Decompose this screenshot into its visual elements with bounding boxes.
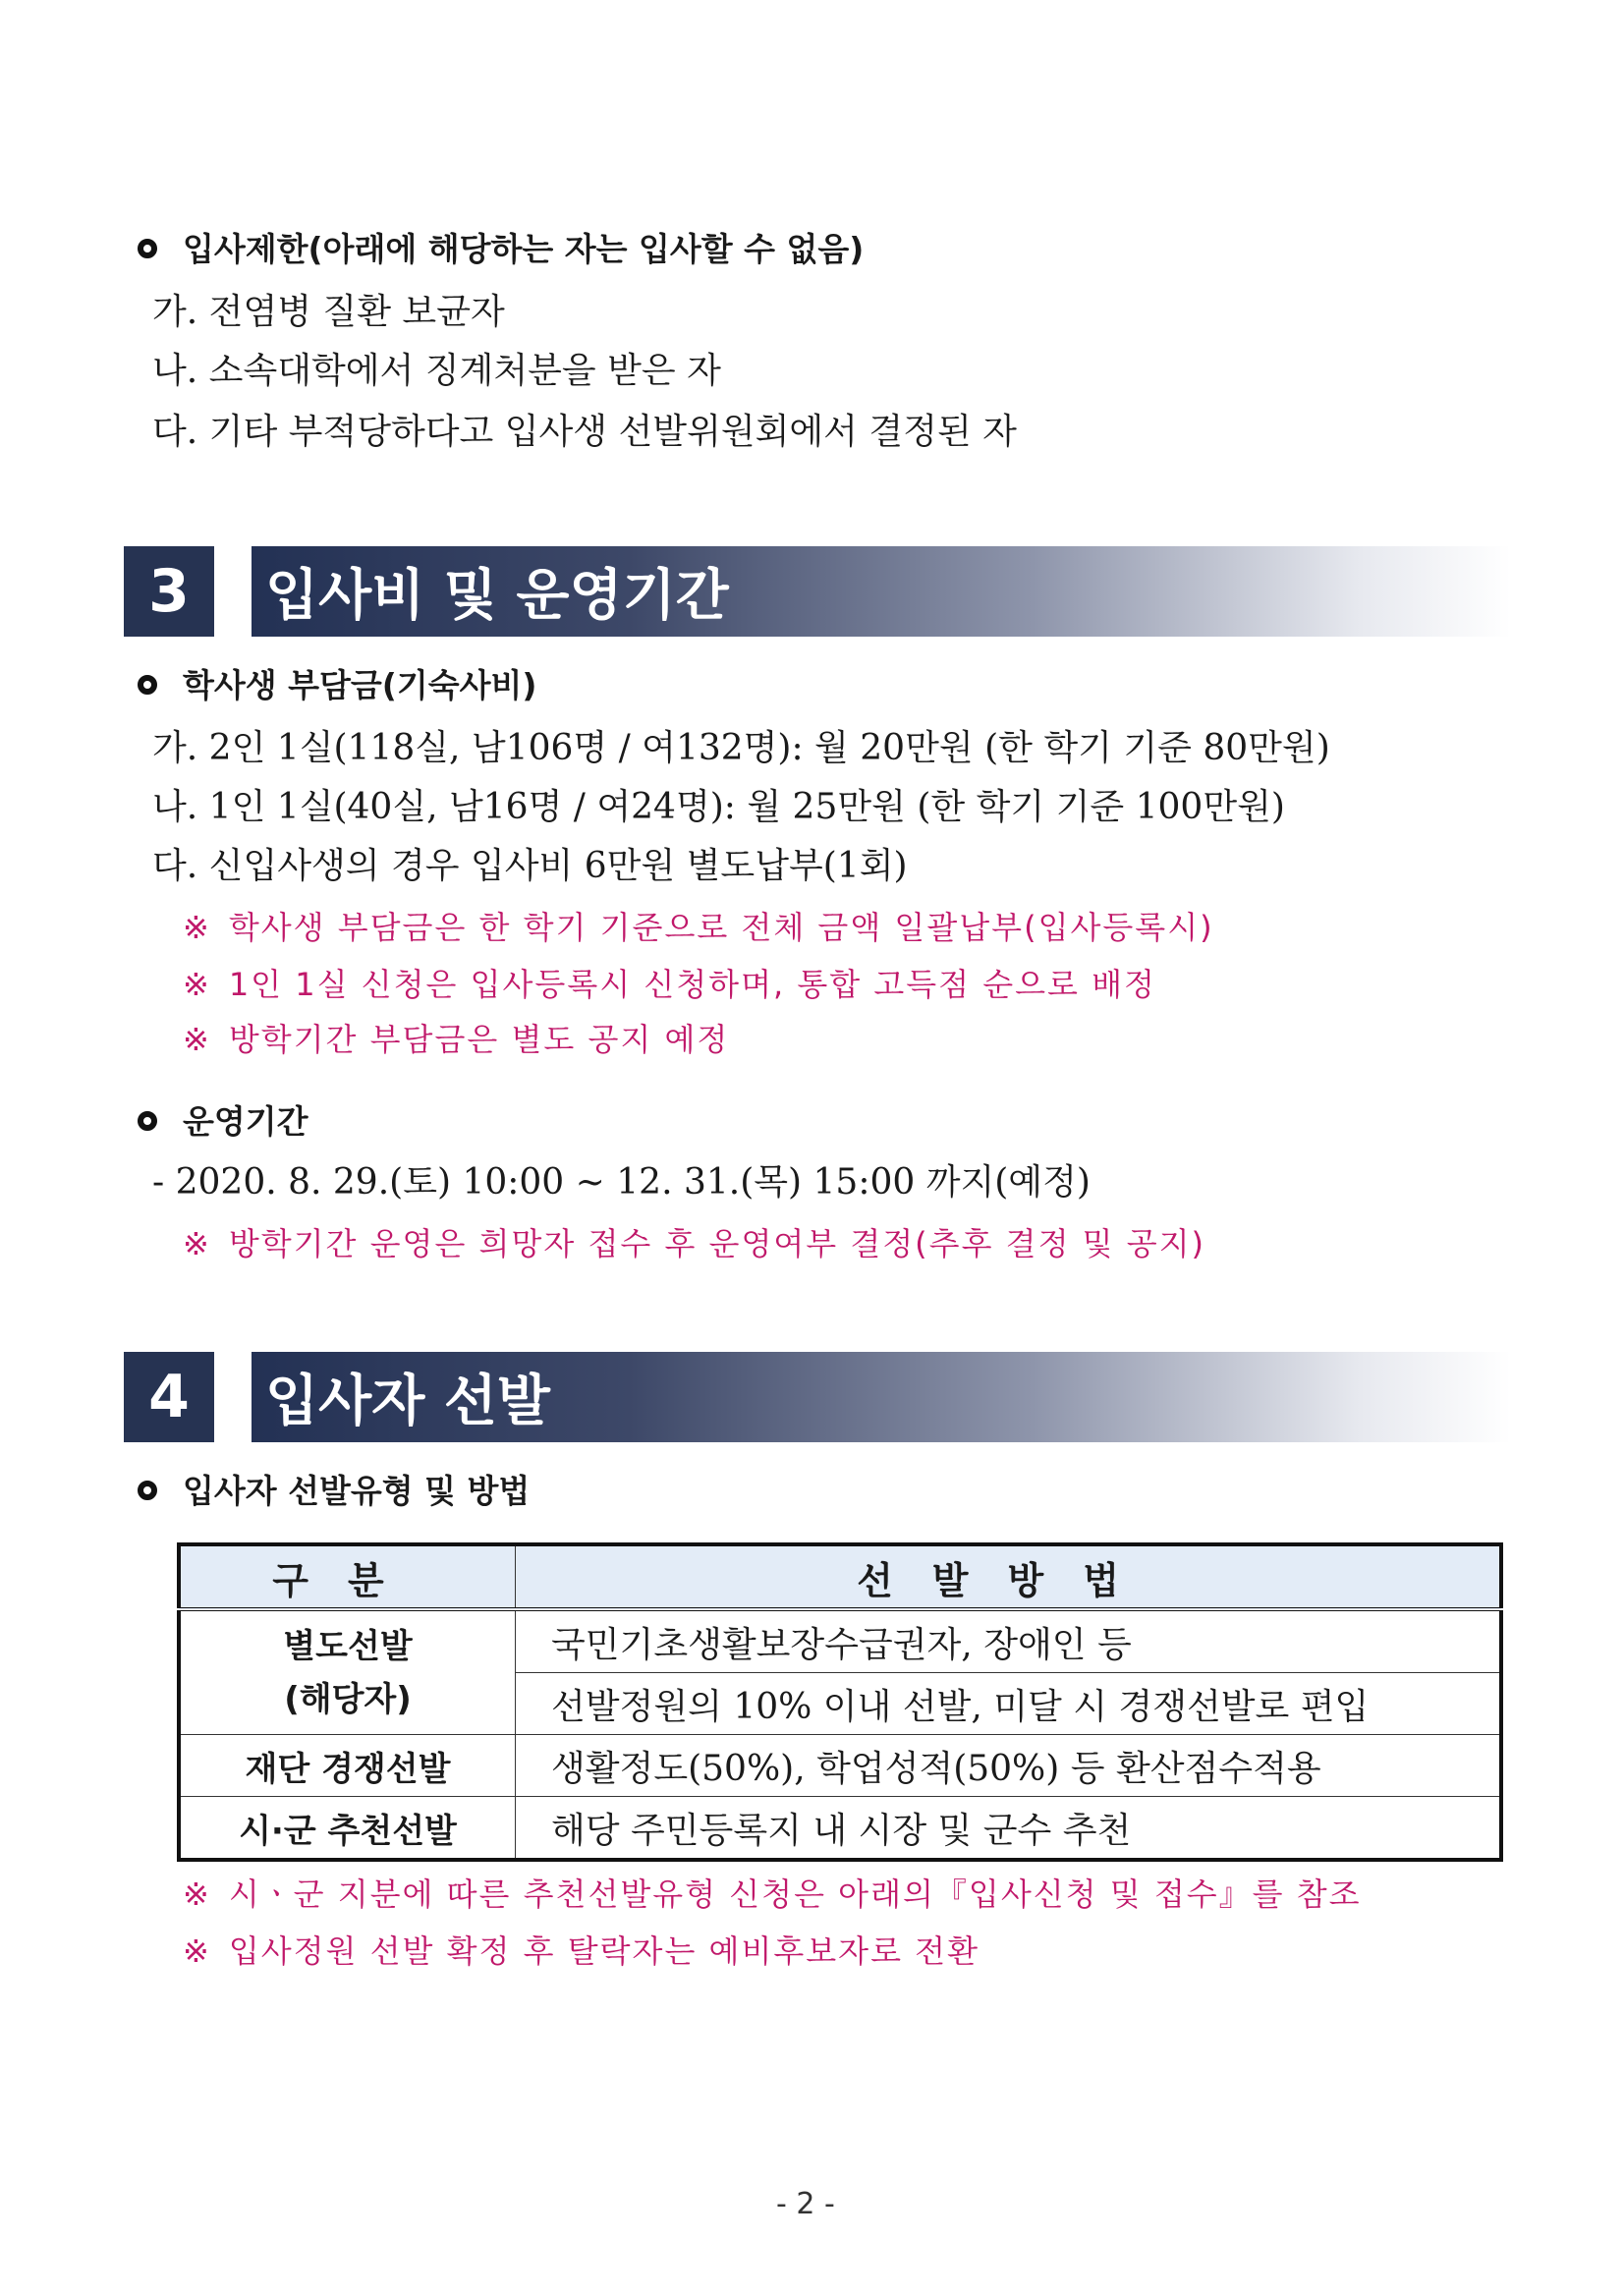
period-item: - 2020. 8. 29.(토) 10:00 ~ 12. 31.(목) 15:00 까지(예정) <box>152 1162 1091 1203</box>
selection-note: ※ 시ㆍ군 지분에 따른 추천선발유형 신청은 아래의『입사신청 및 접수』를 참조 <box>183 1876 1362 1913</box>
circle-bullet-icon <box>138 1111 157 1131</box>
reference-mark-icon: ※ <box>183 1932 211 1970</box>
page-number: - 2 - <box>776 2187 835 2221</box>
method-cell: 국민기초생활보장수급권자, 장애인 등 <box>516 1609 1502 1673</box>
selection-heading: 입사자 선발유형 및 방법 <box>138 1470 530 1513</box>
section-3-number: 3 <box>124 546 214 637</box>
header-method: 선발방법 <box>516 1544 1502 1609</box>
fee-item: 나. 1인 1실(40실, 남16명 / 여24명): 월 25만원 (한 학기 기준 100만원) <box>152 787 1285 827</box>
fee-item: 가. 2인 1실(118실, 남106명 / 여132명): 월 20만원 (한 학기 기준 80만원) <box>152 728 1330 768</box>
section-4-title: 입사자 선발 <box>252 1352 1511 1442</box>
reference-mark-icon: ※ <box>183 1876 211 1913</box>
selection-table <box>177 1542 1503 1862</box>
table-header-row <box>179 1544 1501 1609</box>
section-4-number: 4 <box>124 1352 214 1442</box>
section-3-title: 입사비 및 운영기간 <box>252 546 1511 637</box>
fee-item: 다. 신입사생의 경우 입사비 6만원 별도납부(1회) <box>152 846 908 886</box>
method-cell: 해당 주민등록지 내 시장 및 군수 추천 <box>516 1797 1502 1861</box>
header-category: 구분 <box>179 1544 516 1609</box>
restriction-item: 나. 소속대학에서 징계처분을 받은 자 <box>152 351 721 391</box>
fee-note: ※ 1인 1실 신청은 입사등록시 신청하며, 통합 고득점 순으로 배정 <box>183 966 1156 1003</box>
circle-bullet-icon <box>138 1481 157 1500</box>
reference-mark-icon: ※ <box>183 966 211 1003</box>
period-heading: 운영기간 <box>138 1100 308 1144</box>
category-cell: 시·군 추천선발 <box>179 1797 516 1861</box>
method-cell: 생활정도(50%), 학업성적(50%) 등 환산점수적용 <box>516 1735 1502 1797</box>
table-row <box>179 1735 1501 1797</box>
restriction-item: 가. 전염병 질환 보균자 <box>152 292 505 332</box>
reference-mark-icon: ※ <box>183 1021 211 1058</box>
fee-note: ※ 방학기간 부담금은 별도 공지 예정 <box>183 1021 730 1058</box>
table-row <box>179 1609 1501 1673</box>
fee-heading: 학사생 부담금(기숙사비) <box>138 664 536 707</box>
period-note: ※ 방학기간 운영은 희망자 접수 후 운영여부 결정(추후 결정 및 공지) <box>183 1225 1206 1262</box>
restriction-item: 다. 기타 부적당하다고 입사생 선발위원회에서 결정된 자 <box>152 412 1017 452</box>
circle-bullet-icon <box>138 675 157 695</box>
circle-bullet-icon <box>138 239 157 258</box>
category-cell: 별도선발 (해당자) <box>179 1609 516 1735</box>
method-cell: 선발정원의 10% 이내 선발, 미달 시 경쟁선발로 편입 <box>516 1673 1502 1735</box>
reference-mark-icon: ※ <box>183 909 211 946</box>
category-cell: 재단 경쟁선발 <box>179 1735 516 1797</box>
selection-note: ※ 입사정원 선발 확정 후 탈락자는 예비후보자로 전환 <box>183 1932 980 1970</box>
table-row <box>179 1797 1501 1861</box>
restriction-heading: 입사제한(아래에 해당하는 자는 입사할 수 없음) <box>138 228 864 271</box>
fee-note: ※ 학사생 부담금은 한 학기 기준으로 전체 금액 일괄납부(입사등록시) <box>183 909 1214 946</box>
reference-mark-icon: ※ <box>183 1225 211 1262</box>
